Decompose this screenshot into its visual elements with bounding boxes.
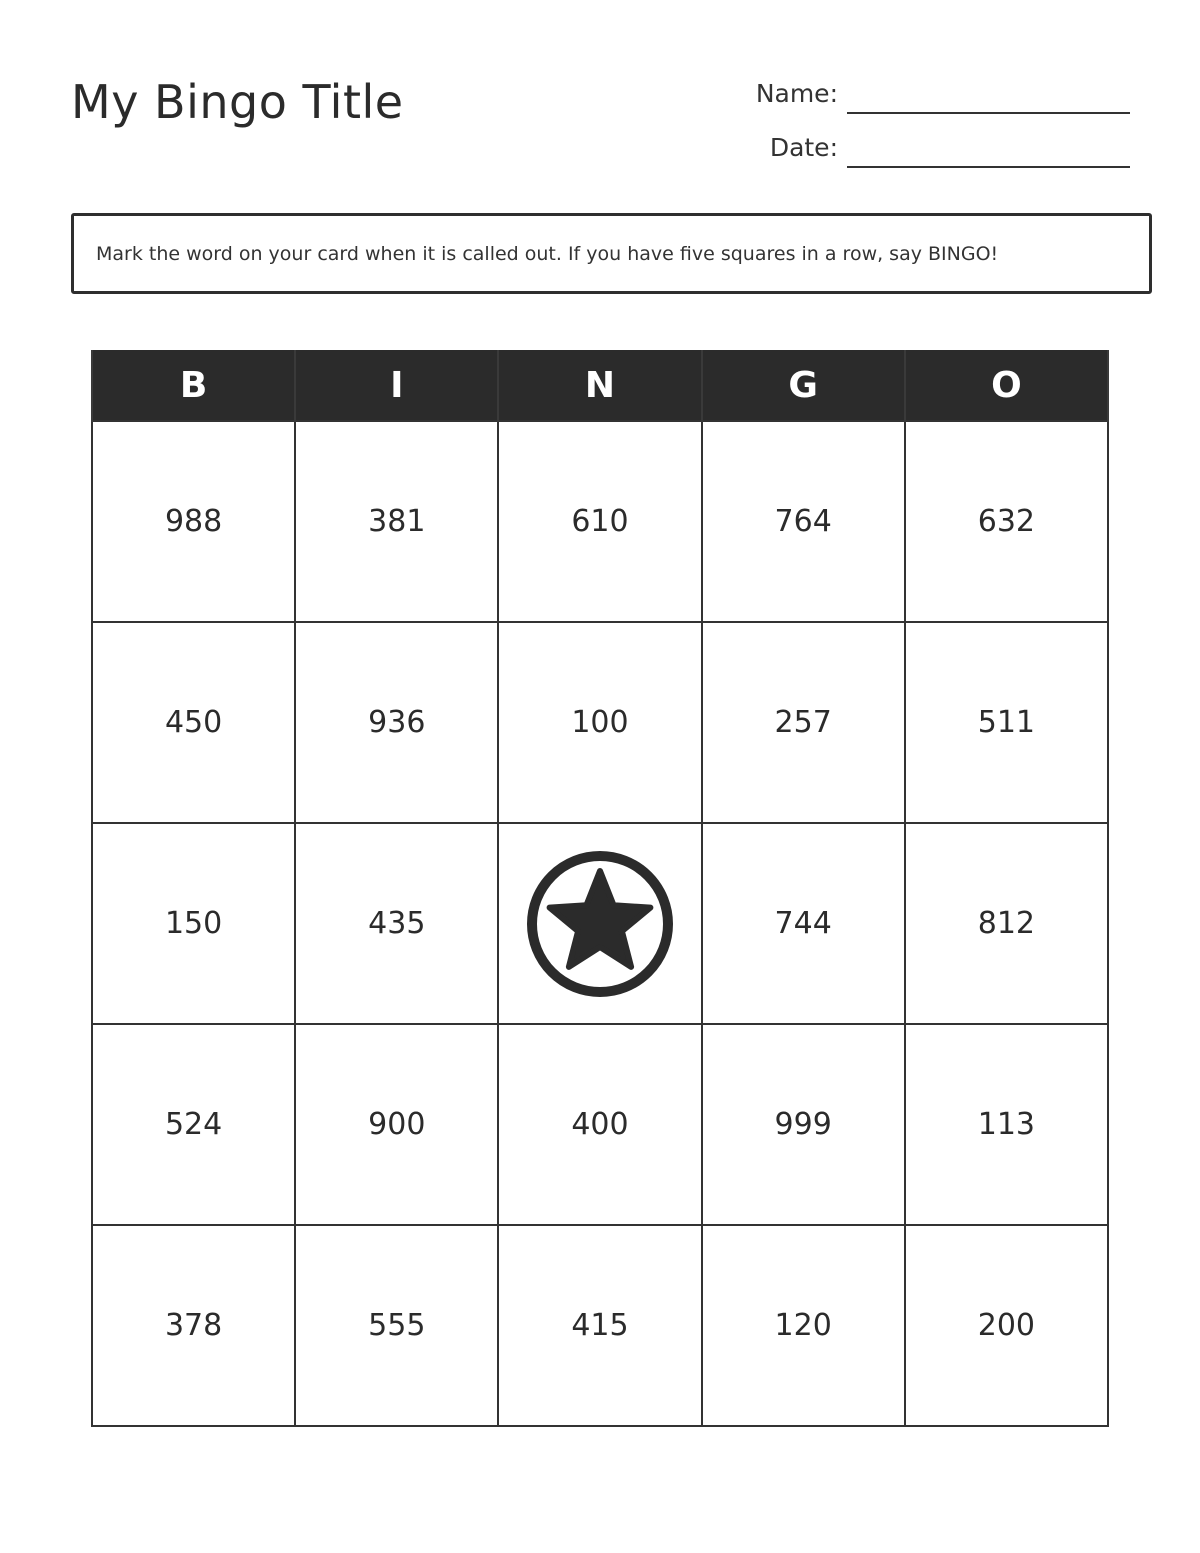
bingo-cell[interactable]: 150 xyxy=(92,823,295,1024)
bingo-header-row xyxy=(92,350,1108,421)
bingo-cell[interactable]: 988 xyxy=(92,421,295,622)
bingo-cell[interactable]: 632 xyxy=(905,421,1108,622)
bingo-header-o: O xyxy=(905,350,1108,421)
date-write-line[interactable] xyxy=(847,166,1130,168)
bingo-header-g: G xyxy=(702,350,905,421)
bingo-cell[interactable]: 511 xyxy=(905,622,1108,823)
bingo-cell[interactable]: 415 xyxy=(498,1225,701,1426)
name-write-line[interactable] xyxy=(847,112,1130,114)
bingo-cell[interactable]: 900 xyxy=(295,1024,498,1225)
bingo-cell[interactable]: 812 xyxy=(905,823,1108,1024)
bingo-cell[interactable]: 400 xyxy=(498,1024,701,1225)
bingo-cell[interactable]: 113 xyxy=(905,1024,1108,1225)
bingo-cell[interactable]: 378 xyxy=(92,1225,295,1426)
bingo-row xyxy=(92,1225,1108,1426)
instructions-box xyxy=(71,213,1152,294)
bingo-row xyxy=(92,421,1108,622)
bingo-cell[interactable]: 555 xyxy=(295,1225,498,1426)
bingo-row xyxy=(92,622,1108,823)
bingo-header-n: N xyxy=(498,350,701,421)
bingo-cell[interactable]: 257 xyxy=(702,622,905,823)
name-field xyxy=(700,74,1130,114)
bingo-cell[interactable]: 381 xyxy=(295,421,498,622)
bingo-cell[interactable]: 100 xyxy=(498,622,701,823)
bingo-cell[interactable]: 764 xyxy=(702,421,905,622)
bingo-cell[interactable]: 610 xyxy=(498,421,701,622)
bingo-cell[interactable]: 120 xyxy=(702,1225,905,1426)
star-in-circle-icon xyxy=(525,849,675,999)
name-label: Name: xyxy=(755,79,838,108)
bingo-cell[interactable]: 999 xyxy=(702,1024,905,1225)
bingo-header-i: I xyxy=(295,350,498,421)
bingo-row xyxy=(92,823,1108,1024)
page-title: My Bingo Title xyxy=(71,75,404,129)
date-label: Date: xyxy=(769,133,838,162)
date-field xyxy=(700,128,1130,168)
bingo-cell[interactable]: 744 xyxy=(702,823,905,1024)
free-space-cell[interactable] xyxy=(498,823,701,1024)
bingo-card xyxy=(91,350,1109,1427)
bingo-cell[interactable]: 936 xyxy=(295,622,498,823)
bingo-cell[interactable]: 450 xyxy=(92,622,295,823)
bingo-cell[interactable]: 524 xyxy=(92,1024,295,1225)
bingo-row xyxy=(92,1024,1108,1225)
bingo-header-b: B xyxy=(92,350,295,421)
bingo-cell[interactable]: 200 xyxy=(905,1225,1108,1426)
bingo-cell[interactable]: 435 xyxy=(295,823,498,1024)
instructions-text: Mark the word on your card when it is called out. If you have five squares in a row, say BINGO! xyxy=(96,242,999,265)
